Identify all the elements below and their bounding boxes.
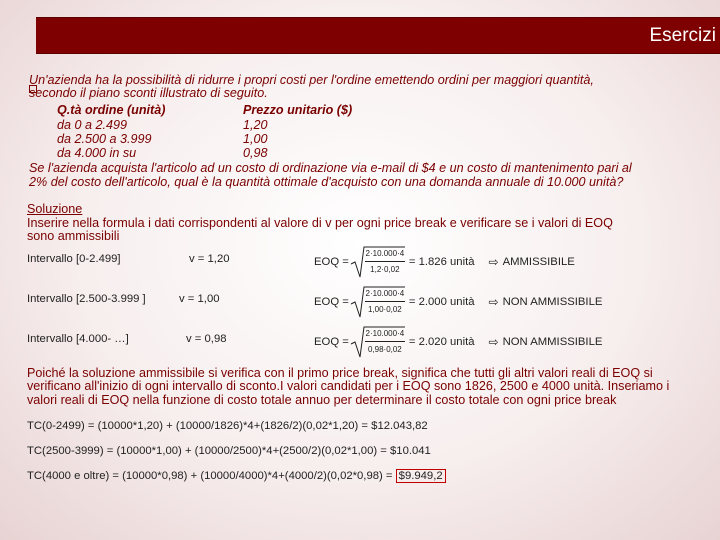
fraction-numerator: 2·10.000·4 bbox=[365, 249, 405, 258]
explain-line-2: verificano all'inizio di ogni intervallo di sconto.I valori candidati per i EOQ sono 1826, 2500 e 4000 unità. Inseriamo i bbox=[27, 379, 670, 393]
interval-row bbox=[0, 322, 720, 362]
arrow-right-icon: ⇨ bbox=[488, 295, 499, 309]
solution-heading: Soluzione bbox=[27, 202, 83, 216]
title-bar bbox=[36, 17, 720, 54]
sqrt-fraction bbox=[349, 284, 405, 320]
table-row-qty: da 2.500 a 3.999 bbox=[57, 132, 152, 146]
eoq-label: EOQ = bbox=[314, 336, 349, 348]
eoq-result: = 2.020 unità bbox=[408, 336, 475, 348]
eoq-result: = 1.826 unità bbox=[408, 256, 475, 268]
interval-row bbox=[0, 242, 720, 282]
total-cost-line: TC(2500-3999) = (10000*1,00) + (10000/2500)*4+(2500/2)(0,02*1,00) = $10.041 bbox=[27, 445, 431, 457]
sqrt-fraction bbox=[349, 324, 405, 360]
table-row-price: 1,00 bbox=[243, 132, 268, 146]
fraction-denominator: 1,2·0,02 bbox=[370, 265, 400, 274]
eoq-label: EOQ = bbox=[314, 296, 349, 308]
interval-label: Intervallo [2.500-3.999 ] bbox=[27, 293, 146, 305]
table-row-price: 0,98 bbox=[243, 146, 268, 160]
eoq-status: NON AMMISSIBILE bbox=[502, 296, 603, 308]
total-cost-line bbox=[27, 470, 446, 482]
sqrt-fraction bbox=[349, 244, 405, 280]
arrow-right-icon: ⇨ bbox=[488, 255, 499, 269]
table-header-price: Prezzo unitario ($) bbox=[243, 103, 353, 117]
solution-intro-2: sono ammissibili bbox=[27, 229, 120, 243]
eoq-status: AMMISSIBILE bbox=[502, 256, 575, 268]
table-header-qty: Q.tà ordine (unità) bbox=[57, 103, 166, 117]
fraction-denominator: 0,98·0,02 bbox=[367, 345, 402, 354]
explain-line-3: valori reali di EOQ nella funzione di costo totale annuo per determinare il costo totale con ogni price break bbox=[27, 393, 617, 407]
fraction-numerator: 2·10.000·4 bbox=[365, 289, 405, 298]
problem-line-3: Se l'azienda acquista l'articolo ad un costo di ordinazione via e-mail di $4 e un costo di mantenimento pari al bbox=[29, 161, 632, 175]
table-row-qty: da 0 a 2.499 bbox=[57, 118, 128, 132]
eoq-label: EOQ = bbox=[314, 256, 349, 268]
fraction-denominator: 1,00·0,02 bbox=[367, 305, 402, 314]
explain-line-1: Poiché la soluzione ammissibile si verifica con il primo price break, significa che tutti gli altri valori reali di EOQ si bbox=[27, 366, 653, 380]
interval-v: v = 1,00 bbox=[179, 293, 220, 305]
fraction-numerator: 2·10.000·4 bbox=[365, 329, 405, 338]
arrow-right-icon: ⇨ bbox=[488, 335, 499, 349]
interval-label: Intervallo [4.000- …] bbox=[27, 333, 129, 345]
eoq-result: = 2.000 unità bbox=[408, 296, 475, 308]
problem-line-2: secondo il piano sconti illustrato di seguito. bbox=[29, 86, 268, 100]
problem-line-4: 2% del costo dell'articolo, qual è la quantità ottimale d'acquisto con una domanda annuale di 10.000 unità? bbox=[29, 175, 624, 189]
interval-v: v = 1,20 bbox=[189, 253, 230, 265]
table-row-qty: da 4.000 in su bbox=[57, 146, 137, 160]
interval-label: Intervallo [0-2.499] bbox=[27, 253, 121, 265]
total-cost-formula: TC(4000 e oltre) = (10000*0,98) + (10000/4000)*4+(4000/2)(0,02*0,98) = bbox=[27, 470, 396, 482]
eoq-status: NON AMMISSIBILE bbox=[502, 336, 603, 348]
solution-intro-1: Inserire nella formula i dati corrispondenti al valore di v per ogni price break e verificare se i valori di EOQ bbox=[27, 216, 613, 230]
problem-line-1: Un'azienda ha la possibilità di ridurre i propri costi per l'ordine emettendo ordini per maggiori quantità, bbox=[29, 73, 594, 87]
interval-row bbox=[0, 282, 720, 322]
page-title: Esercizi bbox=[649, 25, 716, 46]
table-row-price: 1,20 bbox=[243, 118, 268, 132]
interval-v: v = 0,98 bbox=[186, 333, 227, 345]
total-cost-line: TC(0-2499) = (10000*1,20) + (10000/1826)*4+(1826/2)(0,02*1,20) = $12.043,82 bbox=[27, 420, 428, 432]
optimal-cost-highlight: $9.949,2 bbox=[396, 469, 446, 483]
